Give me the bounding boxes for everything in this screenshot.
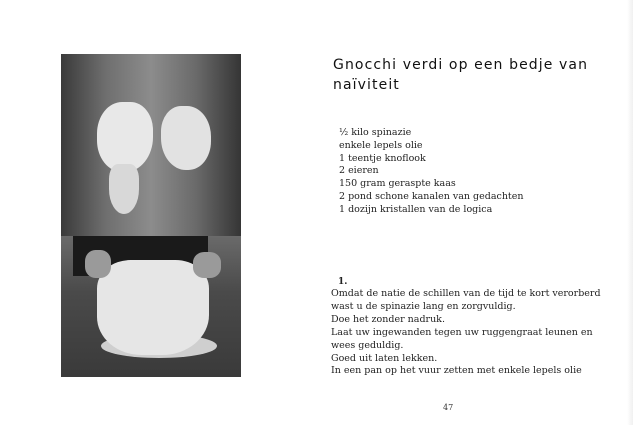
instruction-line: wees geduldig. — [331, 339, 404, 351]
ingredient-item: 1 dozijn kristallen van de logica — [339, 203, 493, 215]
instruction-line: In een pan op het vuur zetten met enkele lepels olie — [331, 365, 582, 377]
ingredient-item: enkele lepels olie — [339, 139, 423, 151]
instruction-line: Doe het zonder nadruk. — [331, 313, 445, 325]
white-paste-drip — [109, 164, 139, 214]
hand-left — [85, 250, 111, 278]
step-number: 1. — [338, 277, 348, 287]
hand-right — [193, 252, 221, 278]
photo-collage — [61, 54, 241, 377]
recipe-title-line-2: naïviteit — [333, 77, 400, 93]
ingredient-item: ½ kilo spinazie — [339, 127, 412, 138]
ingredient-item: 2 pond schone kanalen van gedachten — [339, 190, 524, 202]
ingredient-list — [339, 127, 589, 217]
instruction-line: Goed uit laten lekken. — [331, 352, 438, 364]
step-instructions — [331, 288, 601, 378]
recipe-title-line-1: Gnocchi verdi op een bedje van — [333, 57, 589, 73]
page-edge — [627, 0, 633, 425]
white-paste-left — [97, 102, 153, 172]
instruction-line: wast u de spinazie lang en zorgvuldig. — [331, 300, 516, 312]
page-number: 47 — [443, 403, 454, 412]
instruction-line: Laat uw ingewanden tegen uw ruggengraat leunen en — [331, 326, 593, 338]
dough-sheet — [97, 260, 209, 355]
white-paste-right — [161, 106, 211, 170]
ingredient-item: 150 gram geraspte kaas — [339, 178, 456, 190]
ingredient-item: 1 teentje knoflook — [339, 152, 426, 164]
ingredient-item: 2 eieren — [339, 165, 379, 177]
instruction-line: Omdat de natie de schillen van de tijd te kort verorberd — [331, 288, 601, 299]
recipe-title — [333, 55, 603, 95]
